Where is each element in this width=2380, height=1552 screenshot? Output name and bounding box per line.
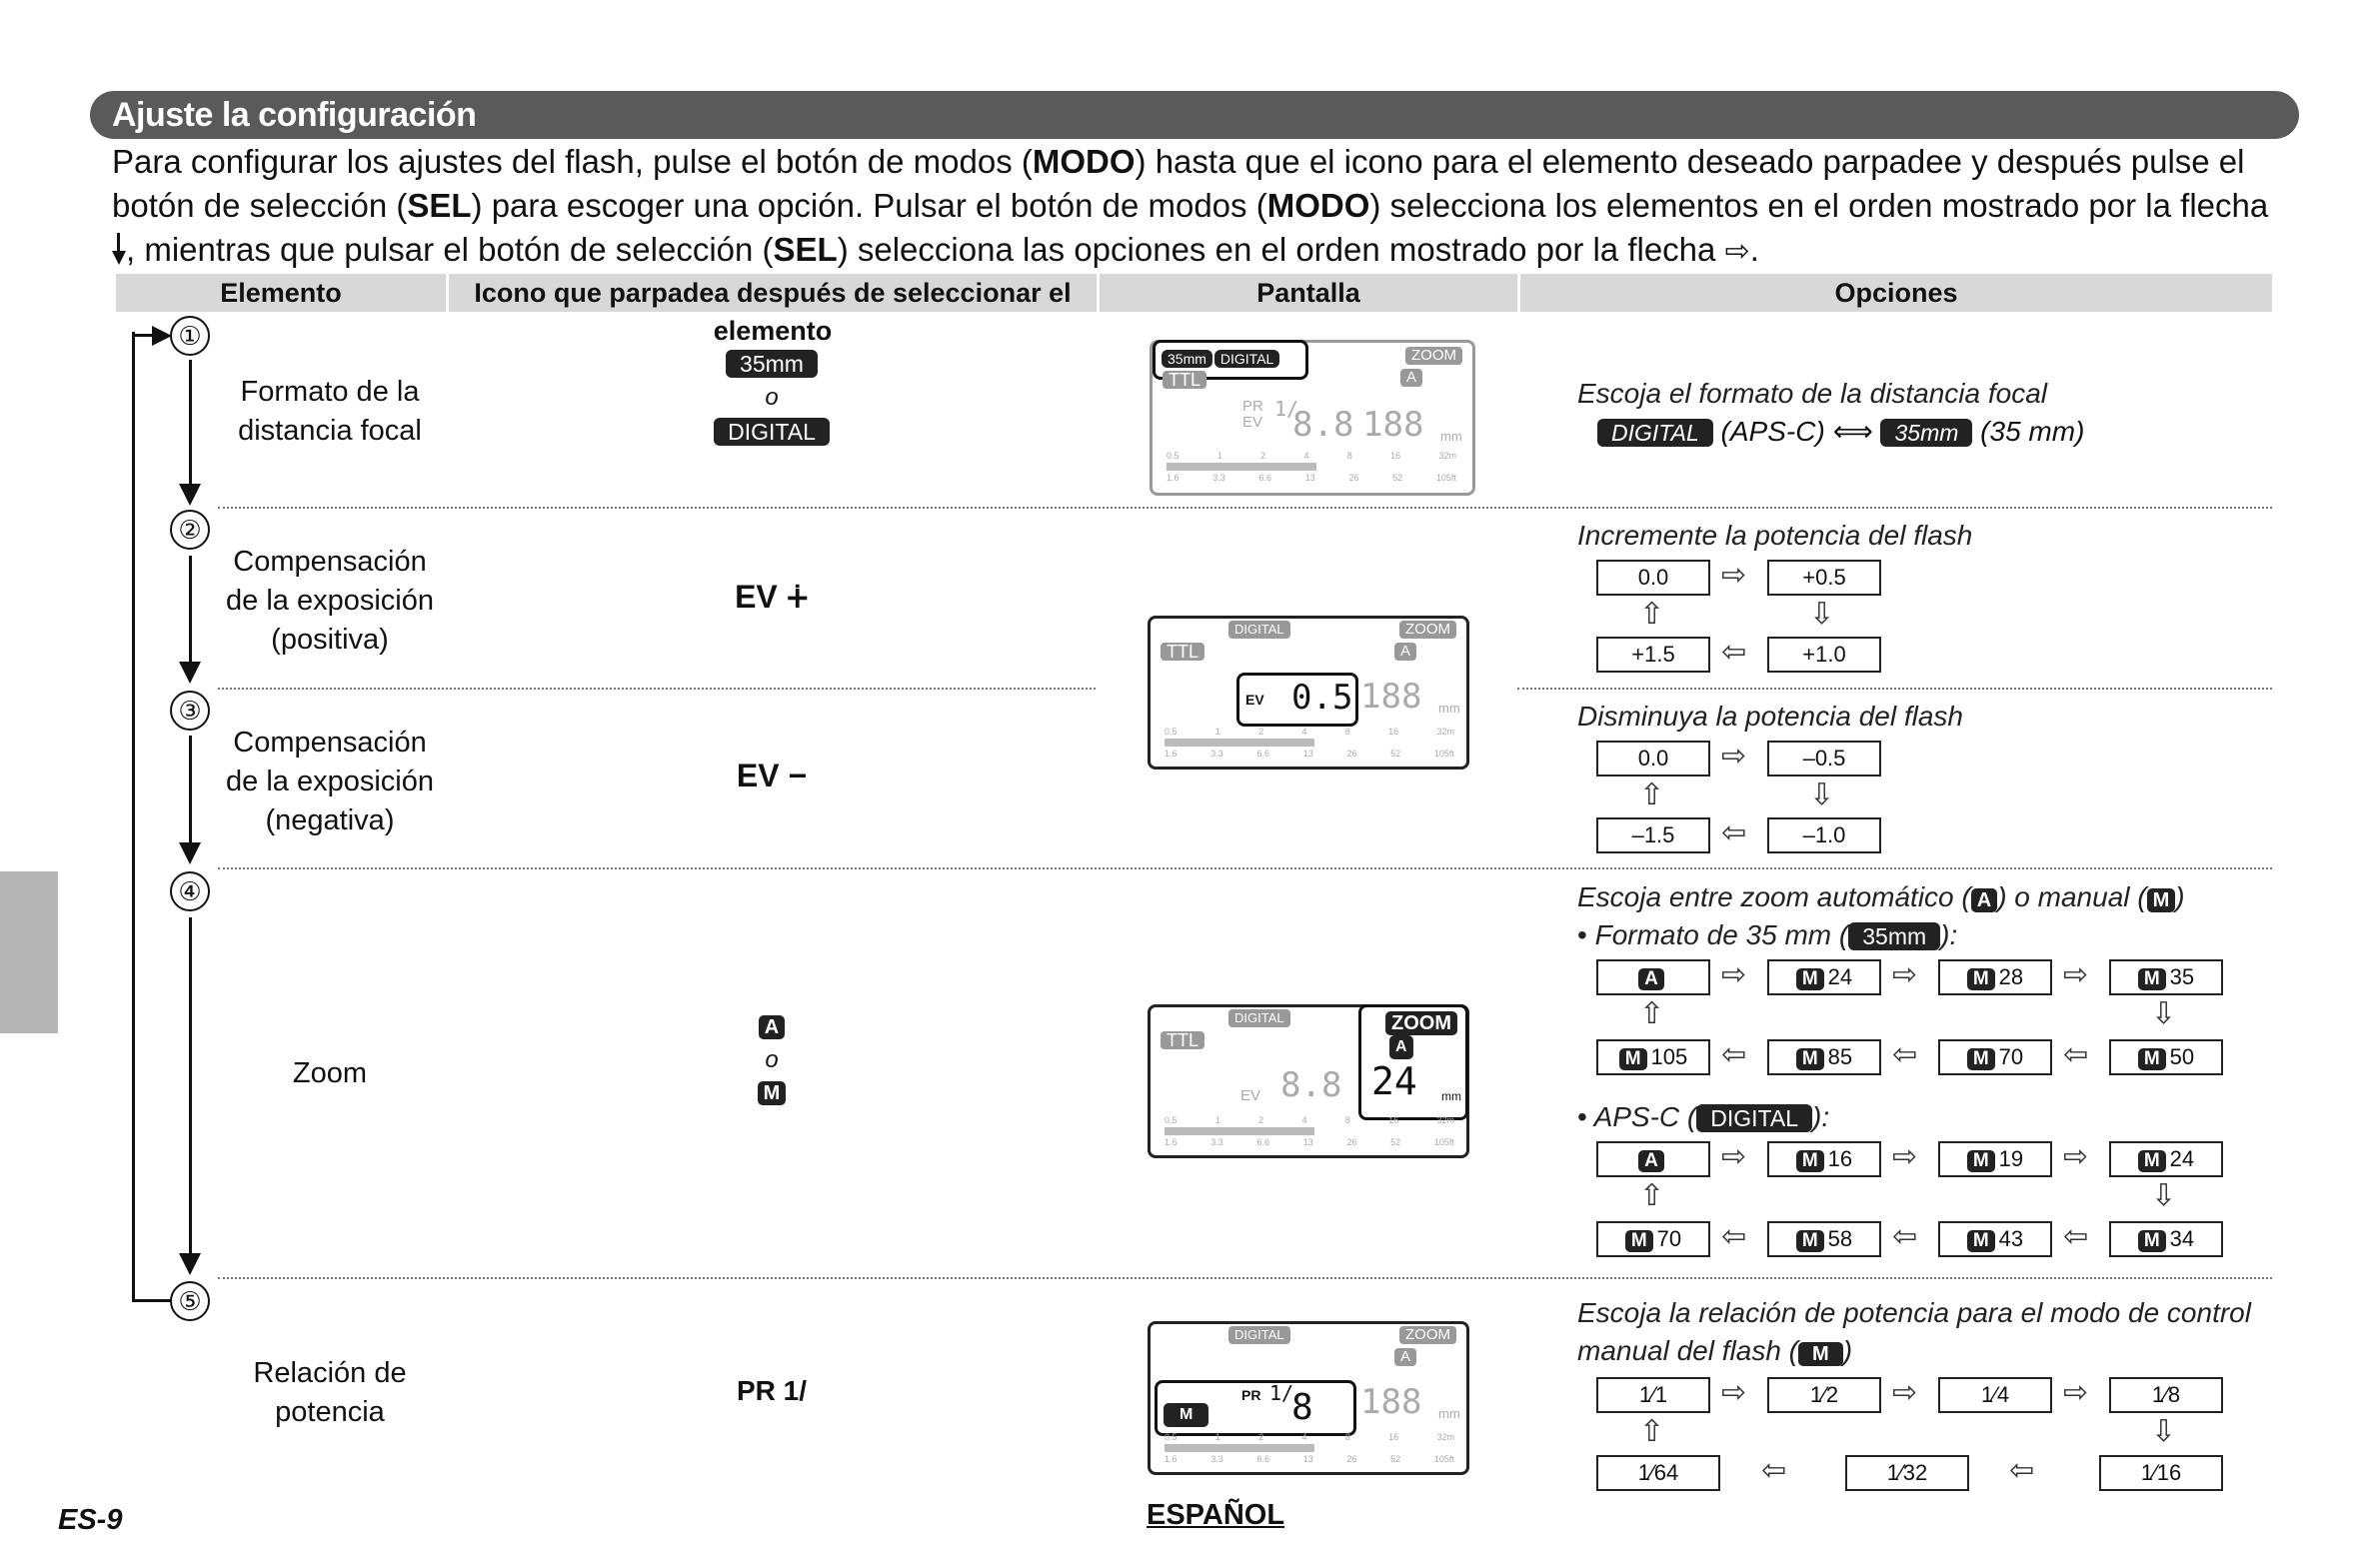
scale-tick: 13 bbox=[1304, 473, 1315, 483]
option-text: APS-C ( bbox=[1593, 1101, 1697, 1132]
option-value-box bbox=[1596, 1221, 1710, 1257]
lcd-mm: mm bbox=[1440, 429, 1462, 444]
option-value-box: 1⁄4 bbox=[1938, 1377, 2052, 1413]
m-icon: M bbox=[1967, 1230, 1995, 1252]
icon-zoom bbox=[672, 1015, 872, 1105]
option-value-box: 1⁄2 bbox=[1767, 1377, 1881, 1413]
option-value: 16 bbox=[1827, 1146, 1853, 1171]
lcd-fraction: 1/ bbox=[1269, 1381, 1294, 1405]
option-heading: Disminuya la potencia del flash bbox=[1577, 701, 1963, 732]
hollow-right-arrow-icon: ⇨ bbox=[1892, 958, 1918, 991]
section-title: Ajuste la configuración bbox=[112, 96, 477, 134]
option-text: Escoja entre zoom automático ( bbox=[1577, 881, 1971, 912]
option-value: 105 bbox=[1650, 1044, 1688, 1069]
hollow-right-arrow-icon: ⇨ bbox=[1721, 958, 1747, 991]
header-pantalla: Pantalla bbox=[1256, 278, 1360, 308]
element-zoom bbox=[180, 1054, 480, 1093]
double-arrow-icon: ⟺ bbox=[1832, 416, 1873, 447]
m-icon: M bbox=[1967, 1048, 1995, 1070]
return-line-bottom bbox=[132, 1299, 172, 1302]
bullet: • bbox=[1577, 1101, 1587, 1132]
m-icon: M bbox=[2138, 1048, 2166, 1070]
hollow-down-arrow-icon: ⇩ bbox=[1809, 598, 1835, 631]
option-value: 34 bbox=[2169, 1226, 2195, 1251]
option-value-box bbox=[1938, 1039, 2052, 1075]
intro-text: Para configurar los ajustes del flash, pulse el botón de modos ( bbox=[112, 143, 1033, 180]
scale-tick: 52 bbox=[1392, 473, 1403, 483]
scale-tick: 26 bbox=[1346, 1137, 1357, 1147]
intro-text: , mientras que pulsar el botón de selección ( bbox=[126, 231, 774, 268]
m-icon: M bbox=[1796, 968, 1824, 990]
option-value-box bbox=[1596, 1039, 1710, 1075]
m-icon: M bbox=[2138, 968, 2166, 990]
chip-35mm: 35mm bbox=[726, 350, 818, 378]
arrow-down-icon bbox=[179, 662, 201, 684]
option-value-box: –1.0 bbox=[1767, 817, 1881, 853]
return-line bbox=[132, 332, 135, 1301]
hollow-left-arrow-icon: ⇦ bbox=[1721, 636, 1747, 669]
focal-format-options bbox=[1597, 414, 2084, 450]
return-line-top bbox=[132, 334, 154, 337]
scale-bar bbox=[1165, 739, 1314, 747]
m-icon: M bbox=[1967, 1150, 1995, 1172]
scale-tick: 26 bbox=[1348, 473, 1359, 483]
lcd-chip-digital: DIGITAL bbox=[1228, 1326, 1290, 1344]
scale-tick: 105ft bbox=[1433, 1454, 1454, 1464]
header-icono: Icono que parpadea después de seleccionar el elemento bbox=[474, 278, 1072, 346]
lcd-ev: EV bbox=[1240, 1087, 1261, 1104]
hollow-up-arrow-icon: ⇧ bbox=[1639, 997, 1665, 1030]
lcd-chip-digital: DIGITAL bbox=[1228, 1009, 1290, 1027]
scale-tick: 105ft bbox=[1433, 1137, 1454, 1147]
option-value-box bbox=[2109, 1141, 2223, 1177]
lcd-zoom-label: ZOOM bbox=[1405, 347, 1462, 365]
or-text: o bbox=[765, 384, 779, 411]
m-icon: M bbox=[1625, 1230, 1653, 1252]
m-icon: M bbox=[1796, 1150, 1824, 1172]
lcd-value: 188 bbox=[1362, 405, 1424, 445]
arrow-down-icon bbox=[179, 484, 201, 506]
scale-tick: 3.3 bbox=[1210, 749, 1223, 759]
option-value-box bbox=[1938, 959, 2052, 995]
option-value: 19 bbox=[1998, 1146, 2024, 1171]
m-icon: M bbox=[2138, 1230, 2166, 1252]
row-separator bbox=[218, 688, 1096, 690]
arrow-down-icon bbox=[112, 233, 126, 267]
element-label: de la exposición bbox=[226, 766, 434, 797]
lcd-mm: mm bbox=[1441, 1089, 1461, 1103]
scale-tick: 6.6 bbox=[1258, 473, 1271, 483]
element-label: (negativa) bbox=[265, 804, 395, 836]
lcd-display-3 bbox=[1148, 1004, 1469, 1158]
scale-tick: 1 bbox=[1214, 727, 1220, 737]
hollow-down-arrow-icon: ⇩ bbox=[2151, 997, 2177, 1030]
option-value: 43 bbox=[1998, 1226, 2024, 1251]
row-separator bbox=[218, 867, 2272, 869]
option-text: Formato de 35 mm ( bbox=[1594, 919, 1849, 950]
scale-tick: 32m bbox=[1436, 727, 1454, 737]
scale-tick: 2 bbox=[1258, 727, 1264, 737]
lcd-value: 8.8 bbox=[1292, 405, 1354, 445]
header-opciones: Opciones bbox=[1834, 278, 1958, 308]
scale-tick: 13 bbox=[1302, 1454, 1313, 1464]
hollow-left-arrow-icon: ⇦ bbox=[1892, 1038, 1918, 1071]
lcd-ttl-label: TTL bbox=[1161, 643, 1204, 661]
intro-text: ) selecciona las opciones en el orden mostrado por la flecha bbox=[837, 231, 1725, 268]
lcd-ev: EV bbox=[1245, 692, 1264, 708]
scale-tick: 4 bbox=[1303, 451, 1309, 461]
step-number-5: ⑤ bbox=[170, 1281, 210, 1321]
header-elemento: Elemento bbox=[220, 278, 342, 308]
option-value-box: +0.5 bbox=[1767, 560, 1881, 596]
option-value: 58 bbox=[1827, 1226, 1853, 1251]
hollow-down-arrow-icon: ⇩ bbox=[2151, 1415, 2177, 1448]
option-value-box: 1⁄64 bbox=[1596, 1455, 1720, 1491]
sel-label: SEL bbox=[773, 231, 838, 268]
hollow-left-arrow-icon: ⇦ bbox=[1721, 1038, 1747, 1071]
m-icon: M bbox=[1619, 1048, 1647, 1070]
hollow-right-arrow-icon: ⇨ bbox=[1721, 559, 1747, 592]
scale-tick: 26 bbox=[1346, 1454, 1357, 1464]
scale-tick: 0.5 bbox=[1165, 1432, 1178, 1442]
a-icon: A bbox=[1638, 1150, 1664, 1172]
hollow-left-arrow-icon: ⇦ bbox=[2063, 1220, 2089, 1253]
scale-tick: 1.6 bbox=[1167, 473, 1180, 483]
ev-plus-icon: EV ∔ bbox=[735, 579, 809, 615]
hollow-down-arrow-icon: ⇩ bbox=[2151, 1179, 2177, 1212]
hollow-up-arrow-icon: ⇧ bbox=[1639, 598, 1665, 631]
highlight-box bbox=[1155, 1380, 1356, 1436]
option-value-box bbox=[1596, 1141, 1710, 1177]
intro-text: ) hasta que el icono para el elemento deseado parpadee y después pulse el bbox=[1135, 143, 2245, 180]
scale-tick: 1.6 bbox=[1165, 749, 1178, 759]
hollow-right-arrow-icon: ⇨ bbox=[2063, 1140, 2089, 1173]
lcd-display-4 bbox=[1148, 1321, 1469, 1475]
lcd-pr: PR bbox=[1242, 398, 1263, 415]
scale-tick: 2 bbox=[1258, 1115, 1264, 1125]
modo-label: MODO bbox=[1032, 143, 1136, 180]
option-value-box: 1⁄8 bbox=[2109, 1377, 2223, 1413]
m-icon: M bbox=[1798, 1342, 1843, 1366]
element-label: distancia focal bbox=[238, 415, 422, 447]
hollow-left-arrow-icon: ⇦ bbox=[2009, 1454, 2035, 1487]
sel-label: SEL bbox=[407, 187, 472, 224]
hollow-left-arrow-icon: ⇦ bbox=[1892, 1220, 1918, 1253]
chip-digital: DIGITAL bbox=[714, 418, 830, 446]
element-label: Compensación bbox=[233, 546, 427, 578]
option-value: 35 bbox=[2169, 964, 2195, 989]
scale-tick: 1.6 bbox=[1165, 1454, 1178, 1464]
lcd-display-1 bbox=[1150, 340, 1475, 496]
lcd-m-label: M bbox=[1164, 1403, 1208, 1427]
row-separator bbox=[218, 507, 2272, 509]
lcd-a-label: A bbox=[1389, 1035, 1413, 1059]
scale-tick: 1.6 bbox=[1165, 1137, 1178, 1147]
a-icon: A bbox=[1638, 968, 1664, 990]
option-value-box bbox=[2109, 1221, 2223, 1257]
m-icon: M bbox=[758, 1081, 787, 1105]
intro-text: botón de selección ( bbox=[112, 187, 408, 224]
scale-bar bbox=[1165, 1127, 1314, 1135]
option-heading: Escoja el formato de la distancia focal bbox=[1577, 378, 2048, 409]
lcd-value: 24 bbox=[1371, 1059, 1417, 1103]
lcd-display-2 bbox=[1148, 616, 1469, 770]
option-value: 85 bbox=[1827, 1044, 1853, 1069]
option-text: ): bbox=[1940, 919, 1958, 950]
lcd-value: 8 bbox=[1291, 1387, 1313, 1428]
option-value-box: 1⁄16 bbox=[2099, 1455, 2223, 1491]
scale-tick: 52 bbox=[1390, 1137, 1401, 1147]
scale-tick: 13 bbox=[1302, 1137, 1313, 1147]
arrow-down-icon bbox=[179, 1253, 201, 1275]
lcd-scale bbox=[1165, 727, 1454, 761]
option-value-box bbox=[1938, 1141, 2052, 1177]
arrow-down-icon bbox=[179, 842, 201, 864]
page-number: ES-9 bbox=[58, 1504, 123, 1536]
option-value-box bbox=[1767, 959, 1881, 995]
element-label: Relación de bbox=[253, 1357, 407, 1389]
scale-tick: 8 bbox=[1344, 1115, 1350, 1125]
option-value-box: –1.5 bbox=[1596, 817, 1710, 853]
scale-tick: 32m bbox=[1436, 1432, 1454, 1442]
language-label: ESPAÑOL bbox=[1147, 1499, 1285, 1531]
lcd-mm: mm bbox=[1438, 701, 1460, 716]
scale-tick: 4 bbox=[1301, 1432, 1307, 1442]
option-value-box bbox=[1938, 1221, 2052, 1257]
chip-digital: DIGITAL bbox=[1696, 1104, 1812, 1132]
scale-bar bbox=[1165, 1444, 1314, 1452]
element-ev-positive bbox=[180, 543, 480, 660]
scale-tick: 16 bbox=[1388, 1432, 1399, 1442]
scale-tick: 52 bbox=[1390, 1454, 1401, 1464]
scale-tick: 16 bbox=[1388, 727, 1399, 737]
pr-icon: PR 1/ bbox=[736, 1375, 808, 1406]
scale-tick: 1 bbox=[1214, 1115, 1220, 1125]
scale-tick: 6.6 bbox=[1256, 1454, 1269, 1464]
option-value: 24 bbox=[1827, 964, 1853, 989]
scale-tick: 8 bbox=[1344, 727, 1350, 737]
option-value-box: +1.0 bbox=[1767, 637, 1881, 673]
hollow-up-arrow-icon: ⇧ bbox=[1639, 778, 1665, 811]
hollow-right-arrow-icon: ⇨ bbox=[1721, 1376, 1747, 1409]
m-icon: M bbox=[2138, 1150, 2166, 1172]
hollow-right-arrow-icon: ⇨ bbox=[1892, 1376, 1918, 1409]
scale-tick: 13 bbox=[1302, 749, 1313, 759]
a-icon: A bbox=[759, 1015, 785, 1039]
hollow-left-arrow-icon: ⇦ bbox=[1721, 1220, 1747, 1253]
option-text: manual del flash ( bbox=[1577, 1335, 1799, 1366]
scale-tick: 2 bbox=[1260, 451, 1266, 461]
scale-tick: 0.5 bbox=[1167, 451, 1180, 461]
option-value-box: 1⁄1 bbox=[1596, 1377, 1710, 1413]
lcd-ev: EV bbox=[1242, 414, 1263, 431]
hollow-up-arrow-icon: ⇧ bbox=[1639, 1415, 1665, 1448]
apsc-label bbox=[1577, 1099, 1829, 1135]
lcd-ttl-label: TTL bbox=[1163, 371, 1206, 389]
option-value: 50 bbox=[2169, 1044, 2195, 1069]
scale-tick: 6.6 bbox=[1256, 1137, 1269, 1147]
scale-tick: 105ft bbox=[1435, 473, 1456, 483]
modo-label: MODO bbox=[1266, 187, 1370, 224]
scale-tick: 8 bbox=[1344, 1432, 1350, 1442]
scale-tick: 32m bbox=[1436, 1115, 1454, 1125]
option-text: ): bbox=[1812, 1101, 1830, 1132]
m-icon: M bbox=[2147, 888, 2176, 912]
ev-minus-icon: EV − bbox=[736, 758, 808, 793]
scale-tick: 0.5 bbox=[1165, 727, 1178, 737]
scale-tick: 3.3 bbox=[1210, 1137, 1223, 1147]
lcd-value: 8.8 bbox=[1280, 1065, 1342, 1105]
chip-digital: DIGITAL bbox=[1597, 419, 1713, 447]
bullet: • bbox=[1577, 919, 1587, 950]
hollow-right-arrow-icon: ⇨ bbox=[2063, 1376, 2089, 1409]
option-text: ) bbox=[2175, 881, 2185, 912]
scale-tick: 1 bbox=[1214, 1432, 1220, 1442]
option-value-box bbox=[1596, 959, 1710, 995]
option-value-box bbox=[1767, 1039, 1881, 1075]
scale-tick: 16 bbox=[1388, 1115, 1399, 1125]
scale-tick: 3.3 bbox=[1210, 1454, 1223, 1464]
scale-tick: 26 bbox=[1346, 749, 1357, 759]
scale-tick: 4 bbox=[1301, 1115, 1307, 1125]
hollow-left-arrow-icon: ⇦ bbox=[2063, 1038, 2089, 1071]
scale-tick: 32m bbox=[1438, 451, 1456, 461]
lcd-zoom-label: ZOOM bbox=[1385, 1011, 1457, 1035]
step-number-1: ① bbox=[170, 316, 210, 356]
scale-tick: 6.6 bbox=[1256, 749, 1269, 759]
element-label: Compensación bbox=[233, 727, 427, 759]
option-text: (35 mm) bbox=[1980, 416, 2085, 447]
intro-text: ) para escoger una opción. Pulsar el botón de modos ( bbox=[471, 187, 1267, 224]
element-label: potencia bbox=[275, 1396, 385, 1428]
option-heading: Incremente la potencia del flash bbox=[1577, 520, 1973, 551]
element-label: Zoom bbox=[292, 1057, 368, 1089]
hollow-right-arrow-icon: ⇨ bbox=[1721, 740, 1747, 773]
chip-35mm: 35mm bbox=[1848, 922, 1940, 950]
option-value-box: +1.5 bbox=[1596, 637, 1710, 673]
scale-tick: 16 bbox=[1390, 451, 1401, 461]
lcd-chip-digital: DIGITAL bbox=[1214, 350, 1279, 368]
arrow-right-icon bbox=[152, 326, 172, 346]
intro-text: ) selecciona los elementos en el orden mostrado por la flecha bbox=[1369, 187, 2269, 224]
scale-tick: 105ft bbox=[1433, 749, 1454, 759]
scale-tick: 0.5 bbox=[1165, 1115, 1178, 1125]
hollow-left-arrow-icon: ⇦ bbox=[1761, 1454, 1787, 1487]
side-tab bbox=[0, 871, 58, 1033]
hollow-right-arrow-icon: ⇨ bbox=[1721, 1140, 1747, 1173]
intro-text: . bbox=[1749, 231, 1759, 268]
step-number-3: ③ bbox=[170, 691, 210, 731]
lcd-pr: PR bbox=[1241, 1387, 1261, 1403]
option-value: 70 bbox=[1656, 1226, 1682, 1251]
element-label: Formato de la bbox=[240, 376, 420, 408]
element-label: de la exposición bbox=[226, 585, 434, 617]
lcd-zoom-label: ZOOM bbox=[1399, 621, 1456, 639]
scale-tick: 2 bbox=[1258, 1432, 1264, 1442]
option-value-box: –0.5 bbox=[1767, 741, 1881, 776]
row-separator bbox=[1517, 688, 2272, 690]
scale-tick: 4 bbox=[1301, 727, 1307, 737]
hollow-right-arrow-icon: ⇨ bbox=[1724, 235, 1750, 268]
option-value-box: 0.0 bbox=[1596, 741, 1710, 776]
scale-bar bbox=[1167, 463, 1316, 471]
lcd-a-label: A bbox=[1394, 1348, 1416, 1366]
highlight-box bbox=[1358, 1004, 1468, 1120]
lcd-value: 188 bbox=[1360, 1382, 1422, 1422]
option-value-box: 0.0 bbox=[1596, 560, 1710, 596]
element-focal-format bbox=[180, 373, 480, 451]
option-value-box bbox=[1767, 1141, 1881, 1177]
m-icon: M bbox=[1796, 1230, 1824, 1252]
m-icon: M bbox=[1967, 968, 1995, 990]
lcd-mm: mm bbox=[1438, 1406, 1460, 1421]
option-value: 24 bbox=[2169, 1146, 2195, 1171]
element-power-ratio bbox=[180, 1354, 480, 1432]
lcd-chip-35mm: 35mm bbox=[1162, 350, 1212, 368]
format-35-label bbox=[1577, 917, 1957, 953]
option-text: (APS-C) bbox=[1720, 416, 1825, 447]
icon-focal-format bbox=[672, 350, 872, 446]
scale-tick: 1 bbox=[1216, 451, 1222, 461]
option-value-box bbox=[2109, 1039, 2223, 1075]
option-value: 70 bbox=[1998, 1044, 2024, 1069]
hollow-down-arrow-icon: ⇩ bbox=[1809, 778, 1835, 811]
intro-paragraph bbox=[112, 140, 2291, 274]
element-label: (positiva) bbox=[271, 624, 389, 656]
lcd-scale bbox=[1165, 1115, 1454, 1149]
lcd-value: 188 bbox=[1360, 677, 1422, 717]
scale-tick: 8 bbox=[1346, 451, 1352, 461]
lcd-a-label: A bbox=[1400, 369, 1422, 387]
option-value: 28 bbox=[1998, 964, 2024, 989]
element-ev-negative bbox=[180, 724, 480, 840]
option-heading bbox=[1577, 1333, 1852, 1369]
a-icon: A bbox=[1971, 888, 1997, 912]
lcd-fraction: 1/ bbox=[1274, 397, 1299, 421]
m-icon: M bbox=[1796, 1048, 1824, 1070]
option-value-box: 1⁄32 bbox=[1845, 1455, 1969, 1491]
hollow-up-arrow-icon: ⇧ bbox=[1639, 1179, 1665, 1212]
hollow-right-arrow-icon: ⇨ bbox=[2063, 958, 2089, 991]
hollow-left-arrow-icon: ⇦ bbox=[1721, 816, 1747, 849]
scale-tick: 52 bbox=[1390, 749, 1401, 759]
lcd-value: 0.5 bbox=[1291, 678, 1353, 718]
step-number-4: ④ bbox=[170, 871, 210, 911]
highlight-box bbox=[1236, 673, 1358, 727]
lcd-ttl-label: TTL bbox=[1161, 1031, 1204, 1049]
lcd-chip-digital: DIGITAL bbox=[1228, 621, 1290, 639]
option-value-box bbox=[1767, 1221, 1881, 1257]
option-text: ) bbox=[1842, 1335, 1853, 1366]
lcd-zoom-label: ZOOM bbox=[1399, 1326, 1456, 1344]
hollow-right-arrow-icon: ⇨ bbox=[1892, 1140, 1918, 1173]
option-text: ) o manual ( bbox=[1997, 881, 2147, 912]
chip-35mm: 35mm bbox=[1880, 419, 1972, 447]
step-number-2: ② bbox=[170, 510, 210, 550]
option-heading bbox=[1577, 879, 2185, 915]
row-separator bbox=[218, 1277, 2272, 1279]
lcd-scale bbox=[1167, 451, 1456, 485]
lcd-a-label: A bbox=[1394, 643, 1416, 661]
scale-tick: 3.3 bbox=[1212, 473, 1225, 483]
option-value-box bbox=[2109, 959, 2223, 995]
or-text: o bbox=[765, 1046, 779, 1073]
lcd-scale bbox=[1165, 1432, 1454, 1466]
option-heading: Escoja la relación de potencia para el modo de control bbox=[1577, 1297, 2251, 1328]
